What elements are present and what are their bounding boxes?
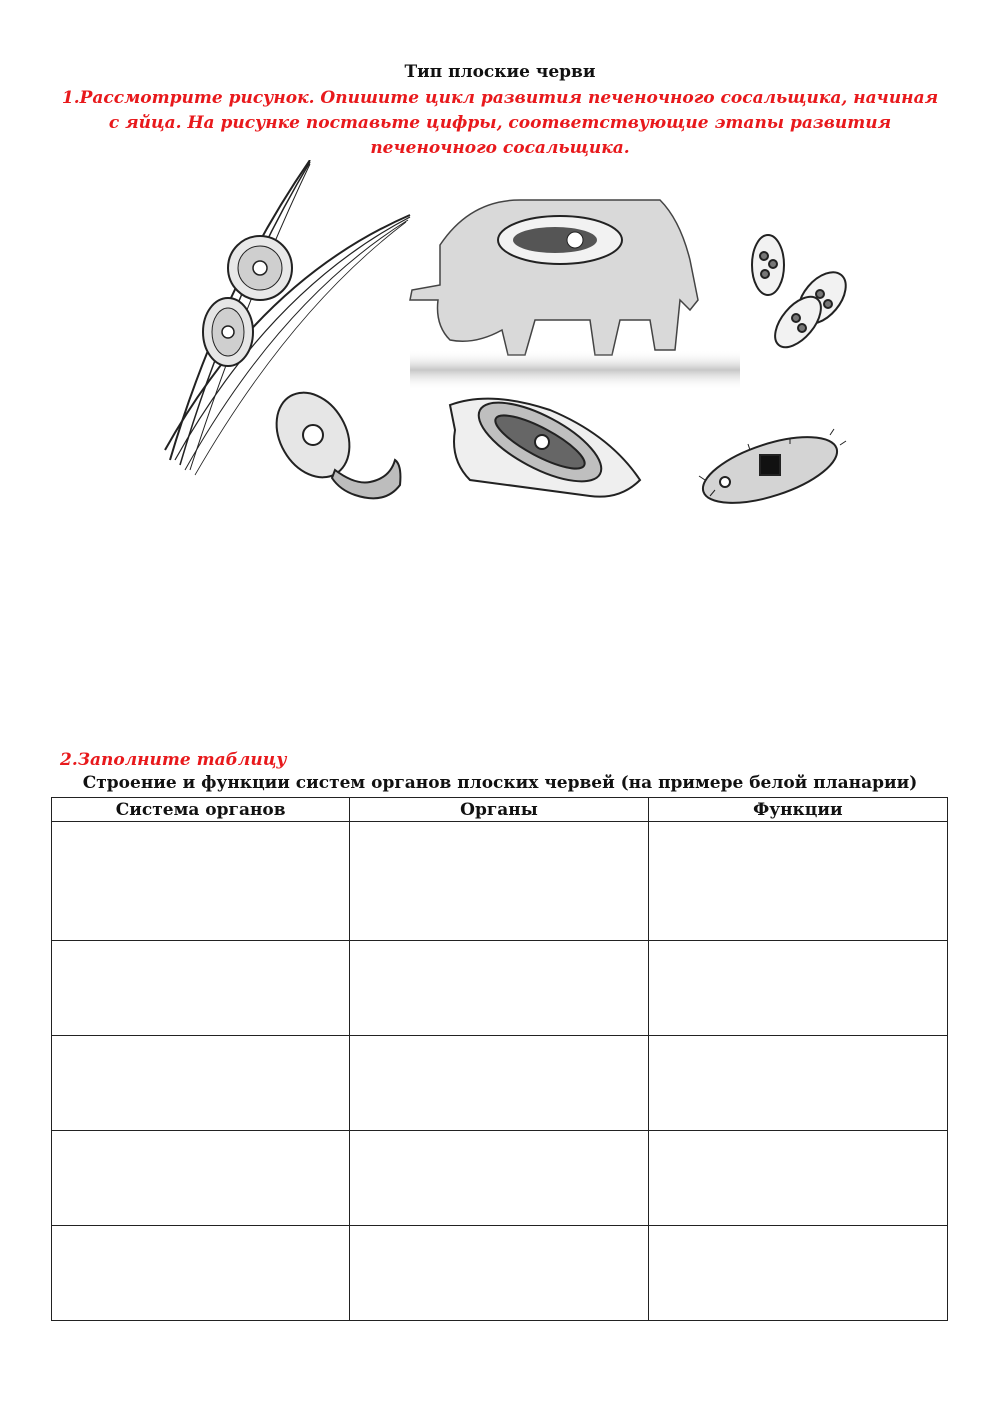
table-cell[interactable] [52,1226,350,1321]
table-cell[interactable] [52,1036,350,1131]
task2-instruction: 2.Заполните таблицу [60,750,287,770]
table-cell[interactable] [350,1036,648,1131]
organ-systems-table [51,797,948,1321]
table-cell[interactable] [52,1131,350,1226]
table-cell[interactable] [350,941,648,1036]
eggs [752,235,855,355]
column-header-functions: Функции [648,798,947,822]
table-cell[interactable] [350,1131,648,1226]
task1-instruction: 1.Рассмотрите рисунок. Опишите цикл развития печеночного сосальщика, начиная с яйца. На рисунке поставьте цифры, соответствующие этапы развития печеночного сосальщика. [61,88,939,158]
table-row [52,1131,948,1226]
column-header-organs: Органы [350,798,648,822]
table-cell[interactable] [648,1036,947,1131]
page-title: Тип плоские черви [404,62,596,82]
snail-with-redia [450,387,640,497]
table-cell[interactable] [648,941,947,1036]
cow-with-adult-fluke [410,200,740,390]
liver-fluke-lifecycle-figure [150,160,860,540]
table-row [52,1036,948,1131]
table-cell[interactable] [648,822,947,941]
miracidium [695,424,846,517]
table-row [52,1226,948,1321]
table-header-row [52,798,948,822]
table-row [52,941,948,1036]
table-cell[interactable] [350,1226,648,1321]
table-cell[interactable] [350,822,648,941]
table-title: Строение и функции систем органов плоских червей (на примере белой планарии) [82,773,918,793]
table-cell[interactable] [648,1226,947,1321]
table-cell[interactable] [52,941,350,1036]
table-cell[interactable] [648,1131,947,1226]
cercaria [262,380,401,499]
column-header-system: Система органов [52,798,350,822]
table-row [52,822,948,941]
table-cell[interactable] [52,822,350,941]
